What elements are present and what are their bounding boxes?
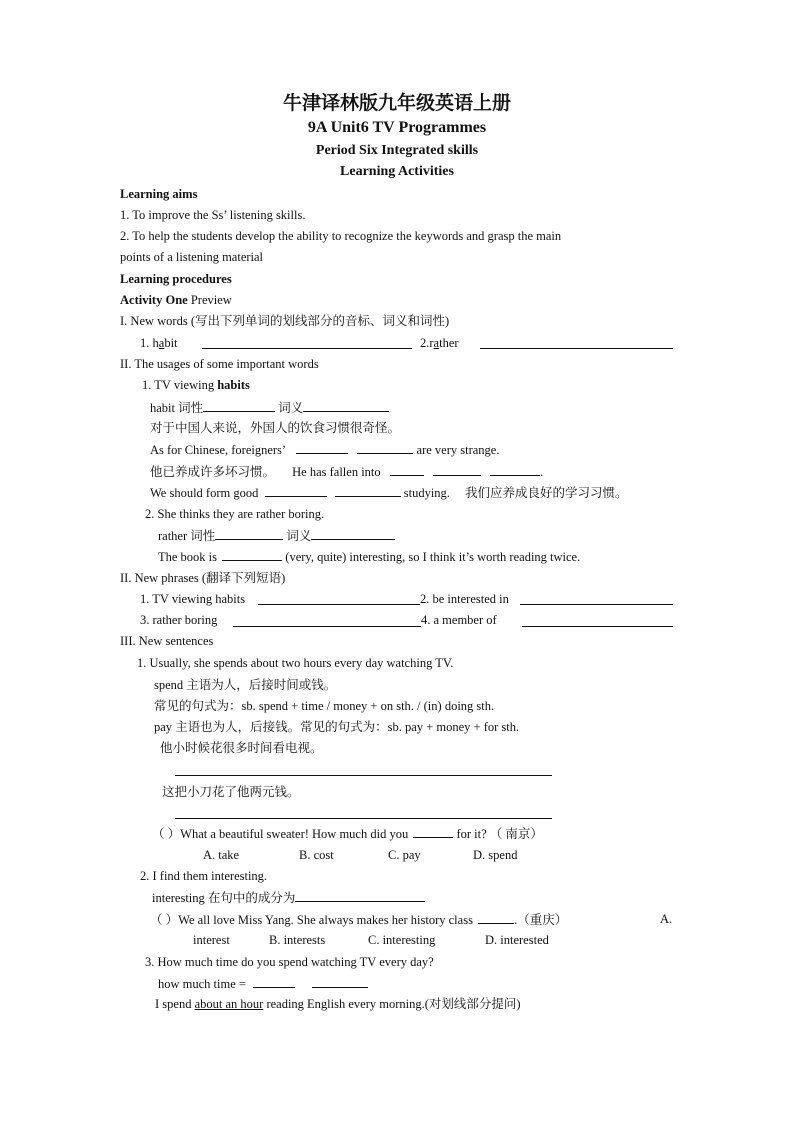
rather-pos-line [158, 527, 395, 544]
answer-blank[interactable] [265, 484, 327, 497]
usage-1 [142, 377, 250, 393]
q1-option-c[interactable]: C. pay [388, 848, 421, 862]
word-habit-underlined: a [158, 336, 165, 350]
usage-1-text: 1. TV viewing [142, 378, 218, 392]
new-words-heading: I. New words (写出下列单词的划线部分的音标、词义和词性) [120, 314, 450, 328]
answer-line[interactable] [520, 604, 673, 605]
aim-2: 2. To help the students develop the ability to recognize the keywords and grasp the main [120, 229, 562, 243]
usage-2-example-b: (very, quite) interesting, so I think it’s worth reading twice. [282, 550, 581, 564]
aims-heading: Learning aims [120, 187, 198, 201]
sentence-3-exercise-b: reading English every morning.(对划线部分提问) [263, 997, 521, 1011]
sentences-heading: III. New sentences [120, 634, 214, 648]
answer-blank[interactable] [215, 527, 283, 540]
answer-paren[interactable]: （ ） [152, 827, 181, 841]
q2-option-a[interactable]: interest [193, 933, 230, 947]
sentence-2: 2. I find them interesting. [140, 869, 268, 883]
habit-pos-label: habit 词性 [150, 401, 204, 415]
activity-one [120, 292, 232, 308]
usage-2-example-a: The book is [158, 550, 218, 564]
answer-line[interactable] [175, 775, 552, 776]
usage-2-example [158, 548, 580, 565]
q1-option-d[interactable]: D. spend [473, 848, 518, 862]
question-1-text: What a beautiful sweater! How much did you [180, 827, 409, 841]
usage-2: 2. She thinks they are rather boring. [145, 507, 325, 521]
word-rather [420, 335, 459, 351]
answer-blank[interactable] [335, 484, 401, 497]
usage-1-bad-habits-cn: 他已养成许多坏习惯。 [150, 465, 276, 479]
habit-meaning-label: 词义 [275, 401, 304, 415]
answer-blank[interactable] [303, 399, 389, 412]
rather-meaning-label: 词义 [283, 529, 312, 543]
habit-pos-line [150, 399, 389, 416]
answer-line[interactable] [233, 626, 421, 627]
answer-blank[interactable] [295, 889, 425, 902]
word-rather-prefix: 2.r [420, 336, 434, 350]
phrases-heading: II. New phrases (翻译下列短语) [120, 571, 286, 585]
procedures-heading: Learning procedures [120, 272, 232, 286]
usage-1-bad-habits-en: He has fallen into [292, 465, 381, 479]
answer-blank[interactable] [433, 463, 481, 476]
word-rather-rest: ther [439, 336, 459, 350]
q1-option-b[interactable]: B. cost [299, 848, 334, 862]
usage-1-good-habits [150, 484, 628, 501]
usage-1-bold: habits [217, 378, 250, 392]
pay-note: pay 主语也为人，后接钱。常见的句式为：sb. pay + money + for sth. [154, 720, 520, 734]
phrase-3: 3. rather boring [140, 613, 218, 627]
answer-line[interactable] [480, 348, 673, 349]
sentence-3: 3. How much time do you spend watching TV every day? [145, 955, 434, 969]
q2-option-a-label[interactable]: A. [660, 912, 673, 926]
usage-1-good-habits-cn: 我们应养成良好的学习习惯。 [465, 486, 628, 500]
activity-one-label: Activity One [120, 293, 188, 307]
answer-blank[interactable] [203, 399, 275, 412]
word-rather-underlined: a [433, 336, 440, 350]
usage-1-good-habits-tail: studying. [400, 486, 450, 500]
usages-heading: II. The usages of some important words [120, 357, 319, 371]
answer-blank[interactable] [222, 548, 282, 561]
usage-1-en-b: are very strange. [413, 443, 500, 457]
question-2 [150, 911, 567, 928]
answer-blank[interactable] [390, 463, 424, 476]
usage-1-en-a: As for Chinese, foreigners’ [150, 443, 286, 457]
translate-1: 他小时候花很多时间看电视。 [160, 741, 323, 755]
interesting-note-text: interesting 在句中的成分为 [152, 891, 296, 905]
answer-line[interactable] [522, 626, 673, 627]
word-habit [140, 335, 178, 351]
rather-pos-label: rather 词性 [158, 529, 216, 543]
question-1 [152, 825, 543, 842]
sentence-3-exercise-a: I spend [155, 997, 195, 1011]
interesting-note [152, 889, 425, 906]
word-habit-prefix: 1. h [140, 336, 159, 350]
spend-note: spend 主语为人，后接时间或钱。 [154, 678, 337, 692]
answer-blank[interactable] [357, 441, 413, 454]
question-2-source: .（重庆） [514, 913, 568, 927]
how-much-time-text: how much time = [158, 977, 246, 991]
unit-title: 9A Unit6 TV Programmes [307, 119, 487, 136]
phrase-4: 4. a member of [421, 613, 497, 627]
answer-blank[interactable] [413, 825, 453, 838]
question-1-source: for it? （ 南京） [453, 827, 543, 841]
usage-1-cn: 对于中国人来说，外国人的饮食习惯很奇怪。 [150, 421, 401, 435]
usage-1-good-habits-en: We should form good [150, 486, 259, 500]
activity-one-rest: Preview [187, 293, 232, 307]
q2-option-b[interactable]: B. interests [269, 933, 326, 947]
how-much-time-note [158, 975, 368, 992]
sentence-3-exercise [155, 996, 521, 1012]
sentence-1: 1. Usually, she spends about two hours every day watching TV. [137, 656, 454, 670]
q2-option-c[interactable]: C. interesting [368, 933, 436, 947]
aim-2-cont: points of a listening material [120, 250, 264, 264]
answer-line[interactable] [175, 818, 552, 819]
answer-line[interactable] [202, 348, 412, 349]
phrase-1: 1. TV viewing habits [140, 592, 246, 606]
answer-blank[interactable] [296, 441, 348, 454]
answer-paren[interactable]: （ ） [150, 913, 179, 927]
answer-blank[interactable] [311, 527, 395, 540]
answer-blank[interactable] [253, 975, 295, 988]
spend-pattern: 常见的句式为：sb. spend + time / money + on sth. / (in) doing sth. [154, 699, 495, 713]
q1-option-a[interactable]: A. take [203, 848, 240, 862]
aim-1: 1. To improve the Ss’ listening skills. [120, 208, 306, 222]
phrase-2: 2. be interested in [420, 592, 509, 606]
word-habit-rest: bit [164, 336, 178, 350]
answer-blank[interactable] [478, 911, 514, 924]
activities-title: Learning Activities [340, 164, 454, 179]
usage-1-bad-habits: 他已养成许多坏习惯。 He has fallen into . [150, 465, 544, 479]
document-title: 牛津译林版九年级英语上册 [282, 93, 511, 114]
answer-line[interactable] [258, 604, 420, 605]
q2-option-d[interactable]: D. interested [485, 933, 549, 947]
answer-blank[interactable] [490, 463, 540, 476]
sentence-3-exercise-underlined: about an hour [194, 997, 264, 1011]
translate-2: 这把小刀花了他两元钱。 [162, 785, 300, 799]
answer-blank[interactable] [312, 975, 368, 988]
usage-1-en [150, 441, 499, 458]
period-title: Period Six Integrated skills [315, 143, 479, 158]
question-2-text: We all love Miss Yang. She always makes her history class [178, 913, 473, 927]
